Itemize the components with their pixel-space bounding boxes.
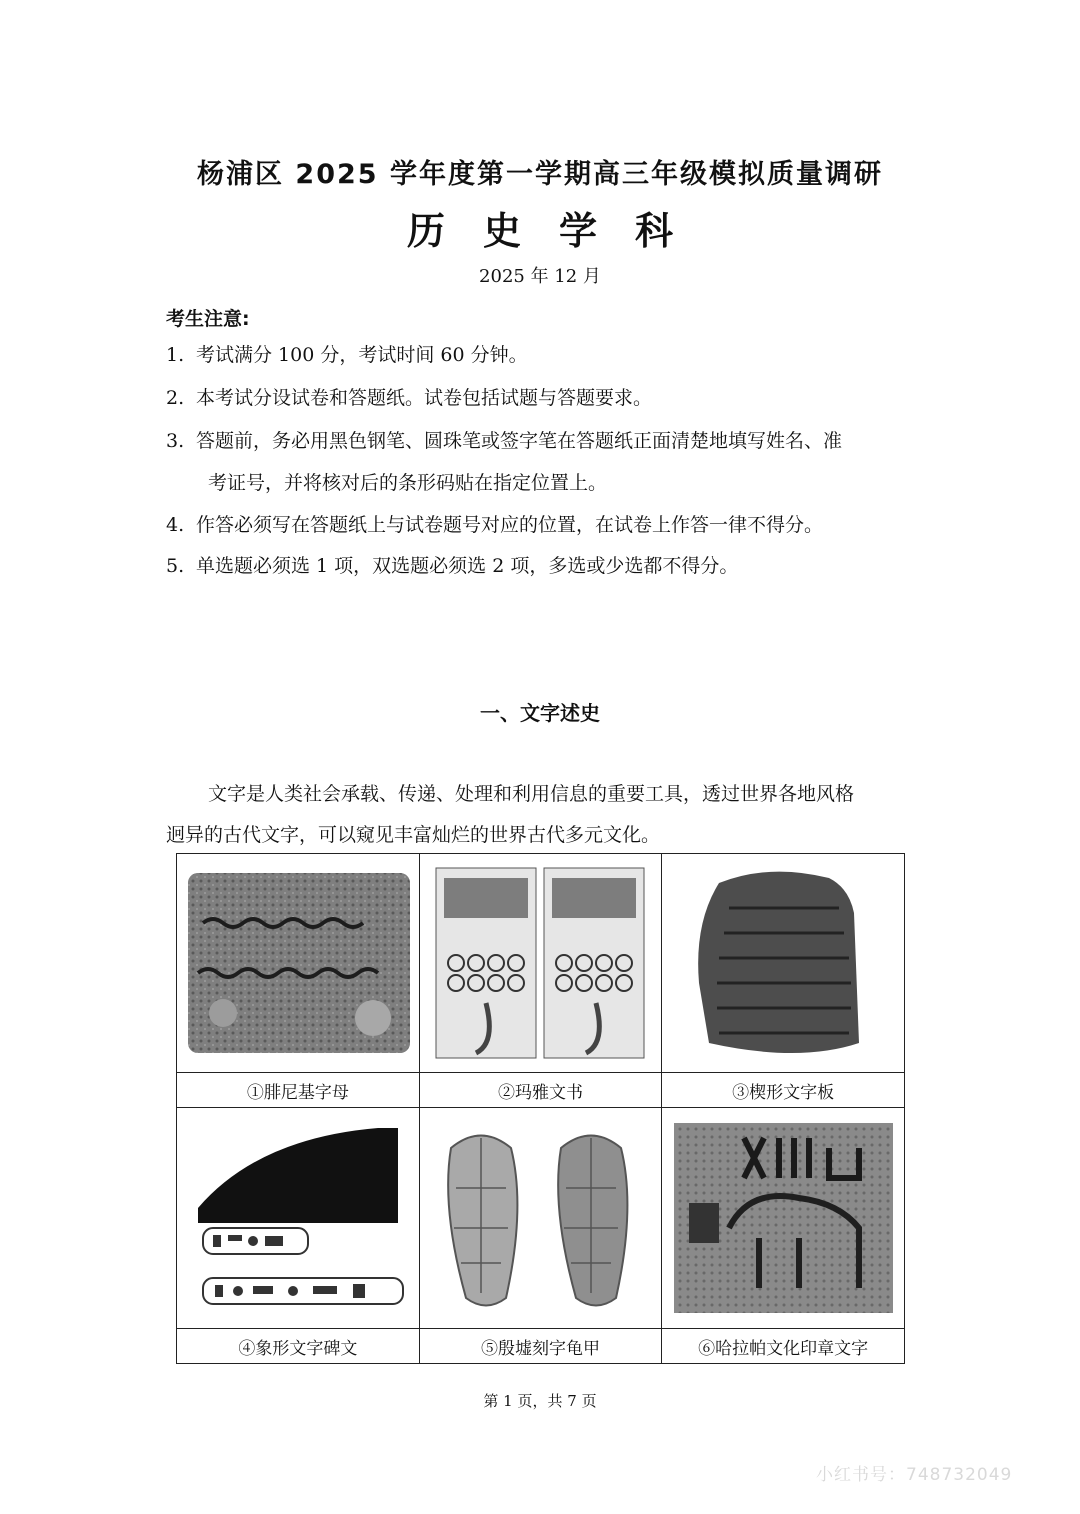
image-caption: ⑥哈拉帕文化印章文字 <box>662 1329 905 1364</box>
image-caption: ②玛雅文书 <box>419 1073 662 1108</box>
cuneiform-tablet-image <box>669 863 898 1063</box>
intro-paragraph-line: 文字是人类社会承载、传递、处理和利用信息的重要工具，透过世界各地风格 <box>208 783 855 805</box>
notice-item <box>166 551 738 578</box>
notice-number: 4. <box>166 514 185 536</box>
page-number: 第 1 页，共 7 页 <box>483 1392 597 1410</box>
notice-item <box>166 383 652 410</box>
notice-item <box>166 426 842 453</box>
harappan-seal-image <box>669 1118 898 1318</box>
section-title: 一、文字述史 <box>480 701 600 725</box>
exam-date: 2025 年 12 月 <box>479 266 601 287</box>
notice-text: 考试满分 100 分，考试时间 60 分钟。 <box>196 344 528 366</box>
maya-codex-image <box>426 863 655 1063</box>
image-caption: ③楔形文字板 <box>662 1073 905 1108</box>
notice-text: 单选题必须选 1 项，双选题必须选 2 项，多选或少选都不得分。 <box>196 555 739 577</box>
image-cell <box>419 854 662 1073</box>
notice-number: 5. <box>166 555 185 577</box>
notice-item-continued: 考证号，并将核对后的条形码贴在指定位置上。 <box>208 472 608 494</box>
phoenician-inscription-image <box>183 863 412 1063</box>
image-cell <box>662 854 905 1073</box>
image-cell <box>177 854 420 1073</box>
notice-item <box>166 510 823 537</box>
image-caption: ①腓尼基字母 <box>177 1073 420 1108</box>
notice-number: 2. <box>166 387 185 409</box>
notice-text: 答题前，务必用黑色钢笔、圆珠笔或签字笔在答题纸正面清楚地填写姓名、准 <box>196 430 843 452</box>
image-cell <box>177 1108 420 1329</box>
notice-number: 1. <box>166 344 185 366</box>
script-image-grid <box>176 853 905 1364</box>
notice-number: 3. <box>166 430 185 452</box>
image-cell <box>419 1108 662 1329</box>
intro-paragraph-line: 迥异的古代文字，可以窥见丰富灿烂的世界古代多元文化。 <box>166 824 661 846</box>
oracle-bone-tortoise-shell-image <box>426 1118 655 1318</box>
image-cell <box>662 1108 905 1329</box>
subject-title: 历史学科 <box>406 209 711 253</box>
notice-item <box>166 340 528 367</box>
notice-text: 作答必须写在答题纸上与试卷题号对应的位置，在试卷上作答一律不得分。 <box>196 514 824 536</box>
watermark: 小红书号：748732049 <box>816 1465 1013 1485</box>
image-caption: ④象形文字碑文 <box>177 1329 420 1364</box>
notice-heading: 考生注意: <box>166 308 250 330</box>
exam-title: 杨浦区 2025 学年度第一学期高三年级模拟质量调研 <box>197 159 883 190</box>
notice-text: 本考试分设试卷和答题纸。试卷包括试题与答题要求。 <box>196 387 653 409</box>
hieroglyph-inscription-image <box>183 1118 412 1318</box>
image-caption: ⑤殷墟刻字龟甲 <box>419 1329 662 1364</box>
